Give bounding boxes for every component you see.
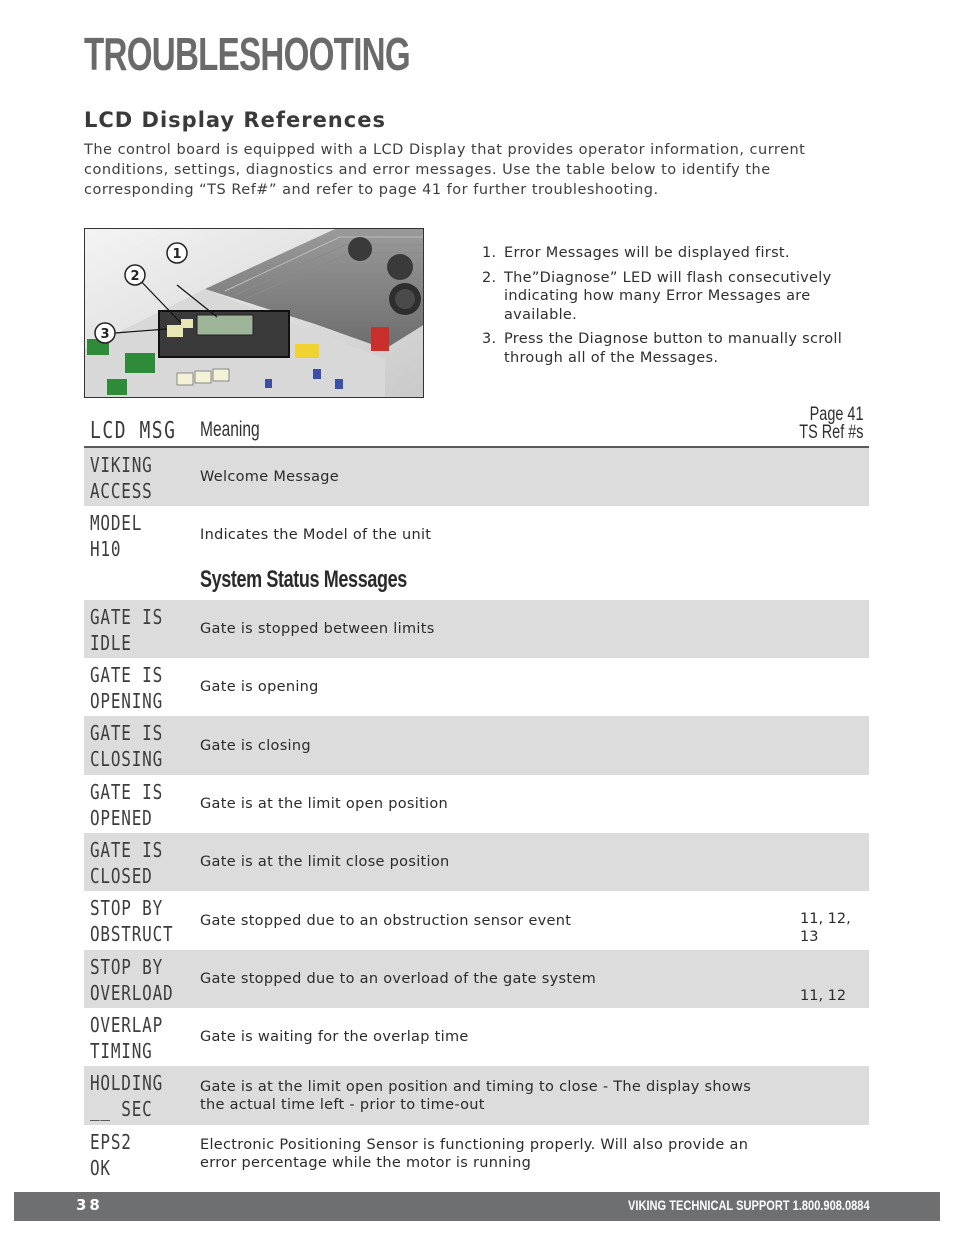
row-meaning: Gate is opening	[200, 679, 319, 695]
table-row	[84, 1066, 869, 1125]
table-row	[84, 658, 869, 716]
step-number: 3.	[482, 331, 497, 347]
row-meaning: Gate is stopped between limits	[200, 621, 435, 637]
step-item	[482, 244, 882, 263]
lcd-message: STOP BY OVERLOAD	[90, 955, 174, 1005]
callout-3-label: 3	[100, 327, 110, 342]
lcd-message: VIKING ACCESS	[90, 453, 153, 503]
row-meaning: Gate is at the limit close position	[200, 854, 450, 870]
step-item	[482, 269, 882, 325]
row-meaning: Indicates the Model of the unit	[200, 527, 432, 543]
page-number: 38	[76, 1196, 103, 1214]
lcd-message: HOLDING __ SEC	[90, 1071, 164, 1121]
table-row	[84, 716, 869, 775]
table-row	[84, 600, 869, 658]
row-meaning: Gate stopped due to an overload of the gate system	[200, 971, 597, 987]
row-meaning: Gate is at the limit open position and timing to close - The display shows the actual time left - prior to time-out	[200, 1078, 752, 1113]
step-item	[482, 330, 882, 367]
lcd-message: MODEL H10	[90, 511, 143, 561]
table-row	[84, 891, 869, 950]
lcd-message: GATE IS IDLE	[90, 605, 164, 655]
row-meaning: Electronic Positioning Sensor is functioning properly. Will also provide an error percentage while the motor is running	[200, 1137, 749, 1171]
lcd-message: STOP BY OBSTRUCT	[90, 896, 174, 946]
control-board-photo	[84, 228, 424, 398]
intro-paragraph: The control board is equipped with a LCD Display that provides operator information, current conditions, settings, diagnostics and error messages. Use the table below to identify the corresponding “TS Ref#” and refer to page 41 for further troubleshooting.	[84, 142, 806, 198]
table-row	[84, 448, 869, 506]
page-footer	[14, 1192, 940, 1221]
table-row	[84, 1125, 869, 1183]
step-text: Press the Diagnose button to manually scroll through all of the Messages.	[504, 331, 843, 366]
column-header-ts-ref: Page 41 TS Ref #s	[798, 404, 863, 443]
ts-ref: 11, 12, 13	[800, 911, 851, 945]
ts-ref: 11, 12	[800, 988, 847, 1004]
system-status-heading: System Status Messages	[200, 566, 407, 593]
table-row	[84, 833, 869, 891]
row-meaning: Gate is at the limit open position	[200, 796, 449, 812]
callout-2-label: 2	[130, 269, 140, 284]
column-header-lcd-msg: LCD MSG	[90, 418, 177, 444]
lcd-message: GATE IS CLOSED	[90, 838, 164, 888]
section-heading: LCD Display References	[84, 108, 386, 132]
row-meaning: Welcome Message	[200, 469, 339, 485]
callout-2	[125, 265, 145, 285]
lcd-message: GATE IS OPENING	[90, 663, 164, 713]
step-text: Error Messages will be displayed first.	[504, 245, 790, 261]
step-number: 2.	[482, 269, 497, 286]
page-title: TROUBLESHOOTING	[84, 28, 410, 80]
step-number: 1.	[482, 245, 497, 261]
lcd-message: EPS2 OK	[90, 1130, 132, 1180]
callout-1-label: 1	[172, 247, 182, 262]
control-board-illustration	[85, 229, 424, 398]
table-row	[84, 950, 869, 1008]
column-header-meaning: Meaning	[200, 418, 260, 441]
callout-1	[167, 243, 187, 263]
step-text: The”Diagnose” LED will flash consecutively indicating how many Error Messages are available.	[504, 269, 832, 323]
row-meaning: Gate is waiting for the overlap time	[200, 1029, 469, 1045]
diagnose-steps	[482, 244, 882, 373]
table-row	[84, 775, 869, 833]
row-meaning: Gate is closing	[200, 737, 311, 754]
lcd-message: GATE IS OPENED	[90, 780, 164, 830]
lcd-message: GATE IS CLOSING	[90, 721, 164, 771]
callout-3	[95, 323, 115, 343]
table-row	[84, 506, 869, 564]
row-meaning: Gate stopped due to an obstruction sensor event	[200, 912, 572, 929]
table-row	[84, 1008, 869, 1066]
table-header	[84, 404, 869, 448]
lcd-message: OVERLAP TIMING	[90, 1013, 164, 1063]
technical-support-line: VIKING TECHNICAL SUPPORT 1.800.908.0884	[628, 1198, 870, 1213]
